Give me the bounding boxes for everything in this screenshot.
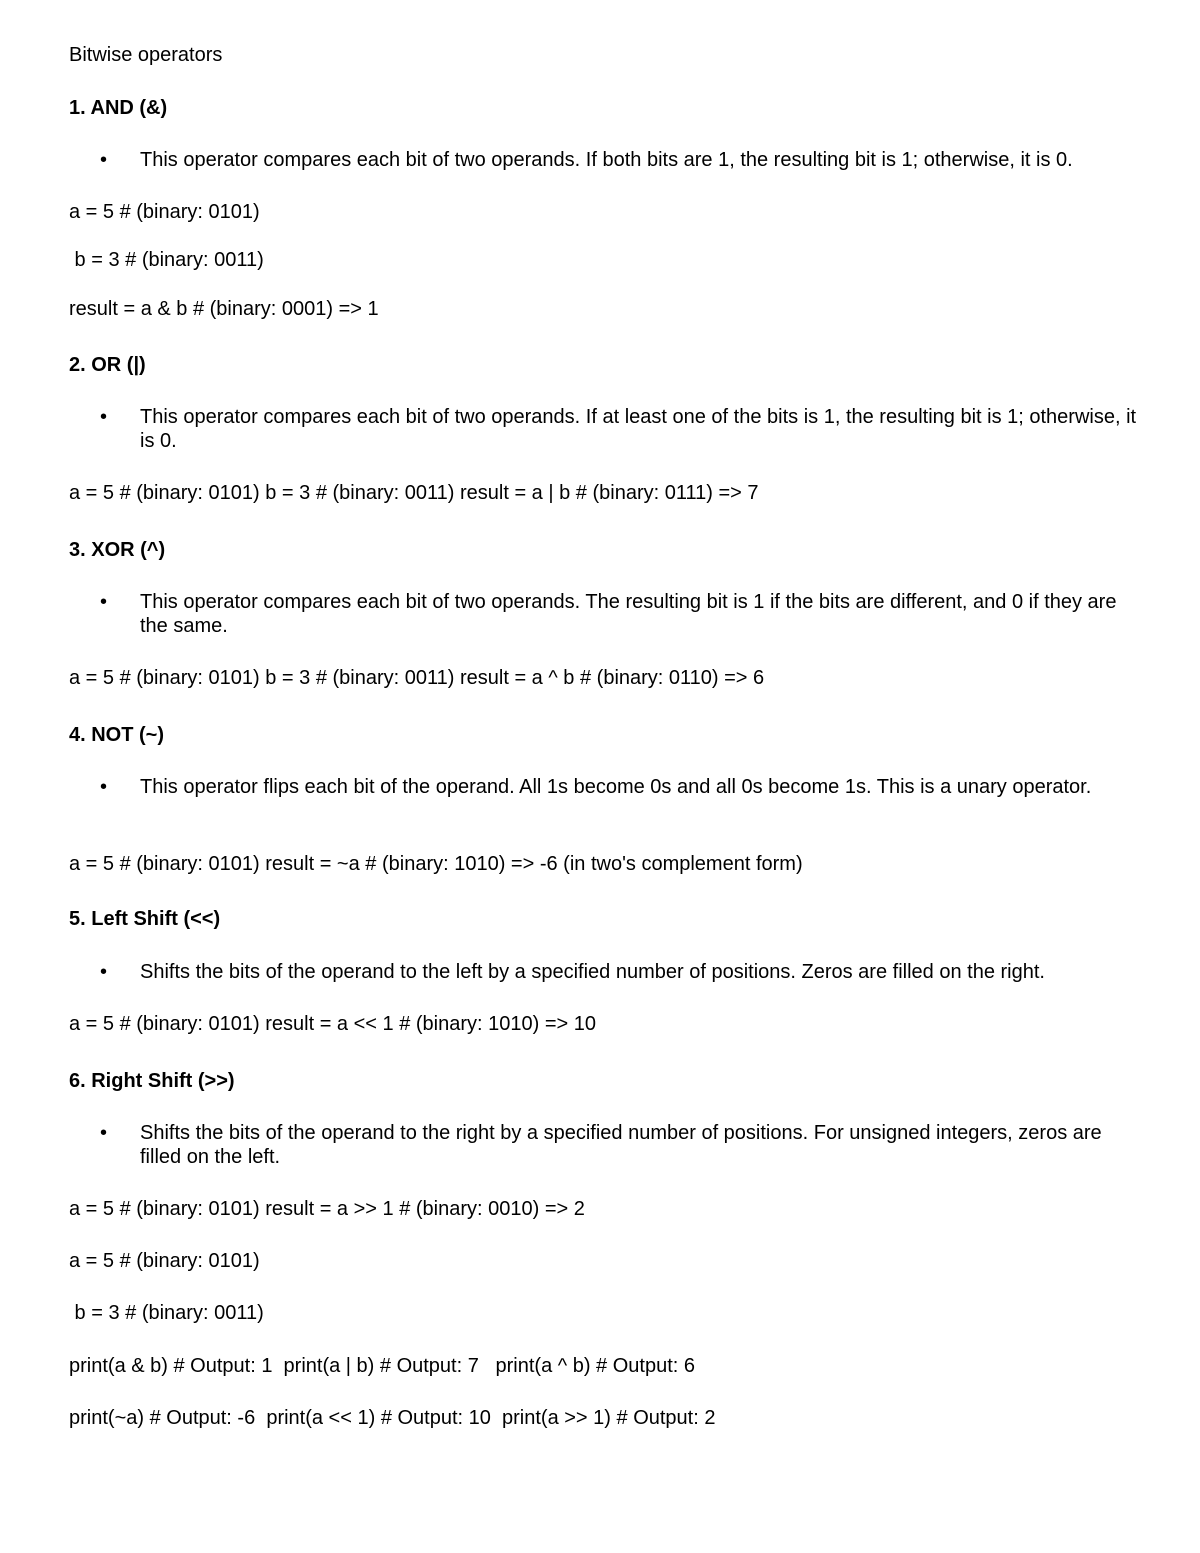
- document-title: Bitwise operators: [69, 44, 223, 66]
- bullet-text: This operator compares each bit of two operands. If both bits are 1, the resulting bit is 1; otherwise, it is 0.: [140, 149, 1073, 171]
- bullet-icon: •: [100, 1122, 108, 1144]
- bullet-icon: •: [100, 149, 108, 171]
- bullet-icon: •: [100, 591, 108, 613]
- code-line: a = 5 # (binary: 0101) b = 3 # (binary: 0011) result = a ^ b # (binary: 0110) => 6: [69, 667, 765, 689]
- bullet-item-and: [100, 148, 1145, 172]
- bullet-text: This operator compares each bit of two operands. If at least one of the bits is 1, the resulting bit is 1; otherwise, it is 0.: [140, 406, 1137, 452]
- code-line: result = a & b # (binary: 0001) => 1: [69, 298, 379, 320]
- code-line: a = 5 # (binary: 0101) result = ~a # (binary: 1010) => -6 (in two's complement form): [69, 853, 803, 875]
- bullet-item-not: [100, 775, 1145, 799]
- code-line: a = 5 # (binary: 0101) result = a >> 1 # (binary: 0010) => 2: [69, 1198, 585, 1220]
- summary-line: print(~a) # Output: -6 print(a << 1) # Output: 10 print(a >> 1) # Output: 2: [69, 1407, 716, 1429]
- code-line: a = 5 # (binary: 0101) b = 3 # (binary: 0011) result = a | b # (binary: 0111) => 7: [69, 482, 759, 504]
- bullet-text: This operator compares each bit of two operands. The resulting bit is 1 if the bits are different, and 0 if they are the same.: [140, 591, 1117, 637]
- section-heading-and: 1. AND (&): [69, 97, 168, 119]
- bullet-icon: •: [100, 961, 108, 983]
- code-line: a = 5 # (binary: 0101): [69, 201, 260, 223]
- section-heading-or: 2. OR (|): [69, 354, 146, 376]
- section-heading-right-shift: 6. Right Shift (>>): [69, 1070, 235, 1092]
- section-heading-left-shift: 5. Left Shift (<<): [69, 908, 221, 930]
- bullet-icon: •: [100, 406, 108, 428]
- bullet-text: Shifts the bits of the operand to the left by a specified number of positions. Zeros are filled on the right.: [140, 961, 1045, 983]
- summary-line: a = 5 # (binary: 0101): [69, 1250, 260, 1272]
- section-heading-xor: 3. XOR (^): [69, 539, 166, 561]
- bullet-item-or: [100, 405, 1145, 453]
- bullet-icon: •: [100, 776, 108, 798]
- code-line: a = 5 # (binary: 0101) result = a << 1 # (binary: 1010) => 10: [69, 1013, 597, 1035]
- bullet-item-left-shift: [100, 960, 1145, 984]
- summary-line: b = 3 # (binary: 0011): [69, 1302, 264, 1324]
- summary-line: print(a & b) # Output: 1 print(a | b) # Output: 7 print(a ^ b) # Output: 6: [69, 1355, 695, 1377]
- code-line: b = 3 # (binary: 0011): [69, 249, 264, 271]
- section-heading-not: 4. NOT (~): [69, 724, 165, 746]
- bullet-text: This operator flips each bit of the operand. All 1s become 0s and all 0s become 1s. This is a unary operator.: [140, 776, 1092, 798]
- bullet-item-right-shift: [100, 1121, 1145, 1169]
- bullet-item-xor: [100, 590, 1145, 638]
- bullet-text: Shifts the bits of the operand to the right by a specified number of positions. For unsigned integers, zeros are filled on the left.: [140, 1122, 1102, 1168]
